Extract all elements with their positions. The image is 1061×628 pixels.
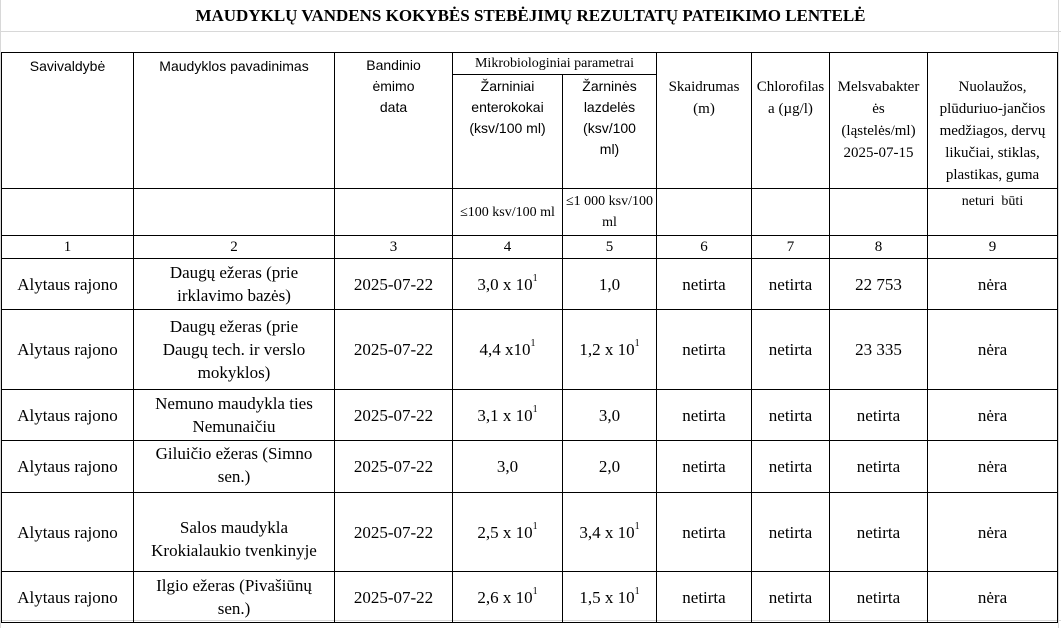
lazdeles-base: 1,2 x 10 [579,340,635,359]
table-border [1,622,1057,623]
cell-chlorofilas: netirta [768,274,813,294]
header-enterokokai: Žarniniai enterokokai (ksv/100 ml) [469,78,546,136]
cell-savivaldybe: Alytaus rajono [17,457,118,476]
table-border [452,74,656,75]
cell-skaidrumas: netirta [682,522,726,542]
cell-nuolauzos: nėra [977,457,1008,476]
cell-lazdeles [563,390,656,440]
cell-nuolauzos: nėra [977,340,1008,359]
cell-skaidrumas: netirta [682,457,726,476]
cell-skaidrumas: netirta [682,340,726,359]
enterokokai-base: 2,5 x 10 [477,522,533,542]
lazdeles-base: 3,4 x 10 [579,522,635,542]
enterokokai-base: 4,4 x10 [479,340,531,359]
cell-data: 2025-07-22 [353,587,434,607]
header-nuolauzos: Nuolaužos, plūduriuo-jančios medžiagos, dervų likučiai, stiklas, plastikas, guma [939,79,1046,183]
cell-nuolauzos: nėra [977,587,1008,607]
cell-skaidrumas: netirta [682,274,726,294]
gridline [0,31,1061,32]
column-number: 1 [63,238,72,255]
cell-chlorofilas: netirta [768,522,813,542]
cell-enterokokai [453,310,562,389]
cell-chlorofilas: netirta [768,340,813,359]
header-data: Bandinio ėmimo data [366,57,421,115]
cell-nuolauzos: nėra [977,405,1008,425]
gridline [1058,0,1059,628]
cell-savivaldybe: Alytaus rajono [17,405,118,425]
cell-lazdeles [563,572,656,622]
column-number: 9 [988,238,997,255]
column-number: 7 [786,238,795,255]
limit-enterokokai: ≤100 ksv/100 ml [460,204,555,220]
cell-data: 2025-07-22 [353,340,434,359]
cell-enterokokai [453,493,562,571]
cell-pavadinimas: Ilgio ežeras (Pivašiūnų sen.) [156,576,312,618]
header-mikro: Mikrobiologiniai parametrai [474,56,634,71]
cell-nuolauzos: nėra [977,522,1008,542]
lazdeles-exponent: 1 [634,338,640,350]
header-savivaldybe: Savivaldybė [29,58,106,74]
cell-pavadinimas: Daugų ežeras (prie Daugų tech. ir verslo mokyklos) [162,317,306,382]
enterokokai-base: 2,6 x 10 [477,587,533,607]
cell-lazdeles [563,441,656,492]
header-skaidrumas: Skaidrumas (m) [668,79,740,117]
cell-enterokokai [453,390,562,440]
cell-enterokokai [453,259,562,309]
cell-data: 2025-07-22 [353,405,434,425]
enterokokai-exponent: 1 [532,403,538,415]
cell-savivaldybe: Alytaus rajono [17,522,118,542]
enterokokai-exponent: 1 [530,338,536,350]
cell-melsvabakterijos: netirta [856,587,901,607]
cell-data: 2025-07-22 [353,457,434,476]
lazdeles-base: 2,0 [598,457,621,476]
column-number: 6 [700,238,708,255]
enterokokai-exponent: 1 [532,520,538,532]
column-number: 8 [874,238,883,255]
cell-pavadinimas: Nemuno maudykla ties Nemunaičiu [155,394,313,436]
cell-lazdeles [563,493,656,571]
cell-enterokokai [453,441,562,492]
lazdeles-base: 1,5 x 10 [579,587,635,607]
cell-lazdeles [563,310,656,389]
cell-chlorofilas: netirta [768,587,813,607]
cell-enterokokai [453,572,562,622]
cell-nuolauzos: nėra [977,274,1008,294]
cell-melsvabakterijos: netirta [856,405,901,425]
cell-melsvabakterijos: netirta [856,457,901,476]
enterokokai-base: 3,0 [496,457,519,476]
enterokokai-exponent: 1 [532,585,538,597]
header-lazdeles: Žarninės lazdelės (ksv/100 ml) [582,78,637,157]
cell-chlorofilas: netirta [768,457,813,476]
cell-skaidrumas: netirta [682,587,726,607]
cell-melsvabakterijos: netirta [856,522,901,542]
header-pavadinimas: Maudyklos pavadinimas [159,58,309,74]
limit-nuolauzos: neturi būti [961,194,1024,209]
column-number: 5 [605,238,614,255]
cell-savivaldybe: Alytaus rajono [17,274,118,294]
enterokokai-base: 3,1 x 10 [477,405,533,425]
page-title: MAUDYKLŲ VANDENS KOKYBĖS STEBĖJIMŲ REZULTATŲ PATEIKIMO LENTELĖ [195,6,866,25]
lazdeles-exponent: 1 [634,585,640,597]
column-number: 2 [230,238,238,255]
cell-melsvabakterijos: 22 753 [855,274,902,294]
enterokokai-exponent: 1 [532,272,538,284]
column-number: 3 [389,238,398,255]
cell-pavadinimas: Giluičio ežeras (Simno sen.) [155,444,313,486]
cell-skaidrumas: netirta [682,405,726,425]
cell-lazdeles [563,259,656,309]
cell-data: 2025-07-22 [353,522,434,542]
cell-pavadinimas: Daugų ežeras (prie irklavimo bazės) [169,263,299,305]
header-chlorofilas: Chlorofilas a (µg/l) [756,79,825,117]
limit-lazdeles: ≤1 000 ksv/100 ml [565,194,654,230]
header-melsvabakterijos: Melsvabakter ės (ląstelės/ml) 2025-07-15 [837,79,920,161]
cell-savivaldybe: Alytaus rajono [17,587,118,607]
cell-melsvabakterijos: 23 335 [855,340,902,359]
cell-pavadinimas: Salos maudykla Krokialaukio tvenkinyje [151,518,317,560]
column-number: 4 [503,238,512,255]
cell-data: 2025-07-22 [353,274,434,294]
cell-chlorofilas: netirta [768,405,813,425]
lazdeles-base: 3,0 [598,405,621,425]
lazdeles-exponent: 1 [634,520,640,532]
cell-savivaldybe: Alytaus rajono [17,340,118,359]
lazdeles-base: 1,0 [598,274,621,294]
enterokokai-base: 3,0 x 10 [477,274,533,294]
table-border [1057,52,1058,623]
